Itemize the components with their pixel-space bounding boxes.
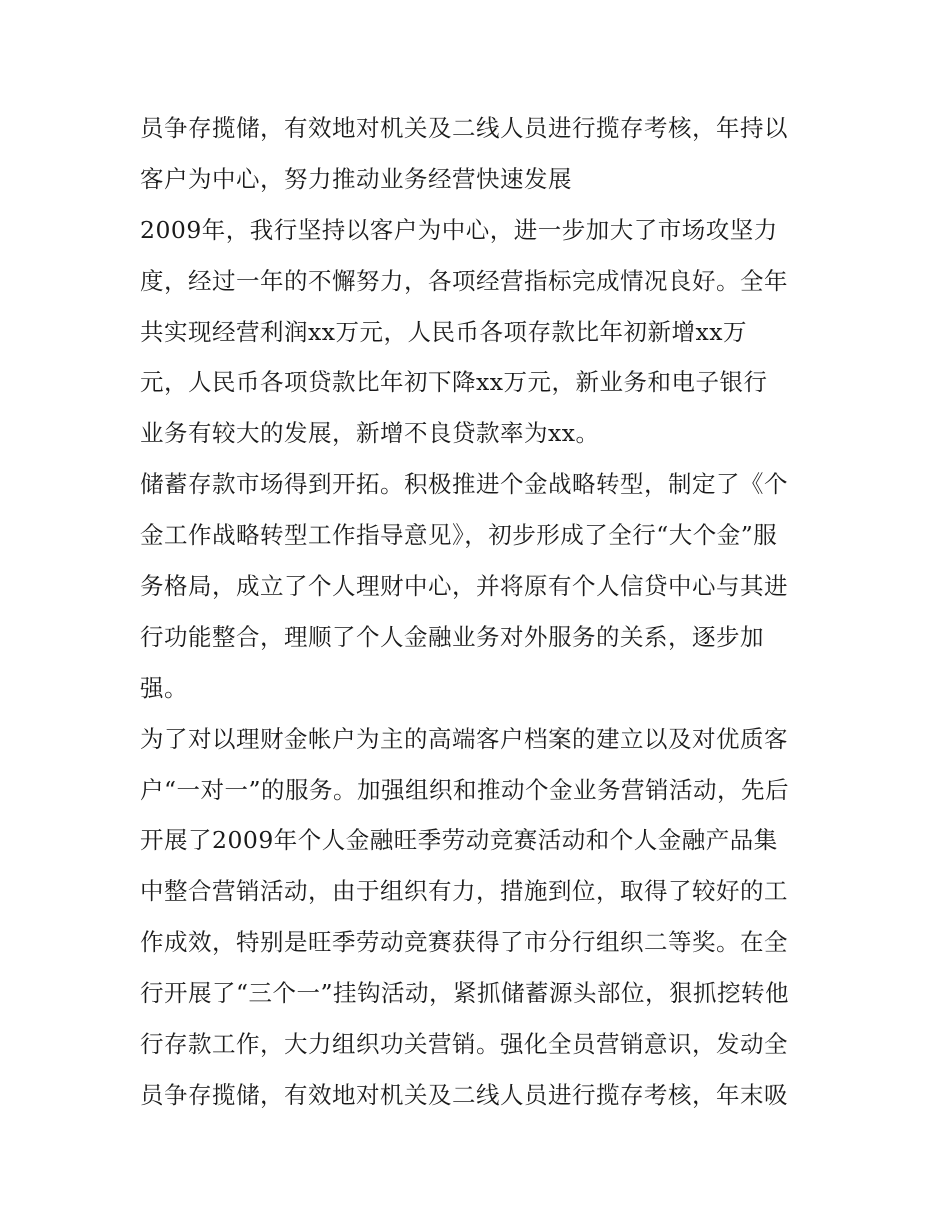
text-line: 客户为中心，努力推动业务经营快速发展	[140, 164, 572, 193]
text-line: 储蓄存款市场得到开拓。积极推进个金战略转型，制定了《个	[140, 470, 788, 499]
text-line: 元，人民币各项贷款比年初下降xx万元，新业务和电子银行	[140, 368, 768, 397]
text-line: 业务有较大的发展，新增不良贷款率为xx。	[140, 419, 600, 448]
text-line: 行开展了“三个一”挂钩活动，紧抓储蓄源头部位，狠抓挖转他	[140, 979, 790, 1008]
text-line: 度，经过一年的不懈努力，各项经营指标完成情况良好。全年	[140, 266, 788, 295]
text-line: 共实现经营利润xx万元，人民币各项存款比年初新增xx万	[140, 317, 748, 346]
text-line: 户“一对一”的服务。加强组织和推动个金业务营销活动，先后	[140, 775, 790, 804]
text-line: 开展了2009年个人金融旺季劳动竞赛活动和个人金融产品集	[140, 826, 778, 855]
text-line: 中整合营销活动，由于组织有力，措施到位，取得了较好的工	[140, 877, 788, 906]
text-line: 作成效，特别是旺季劳动竞赛获得了市分行组织二等奖。在全	[140, 928, 788, 957]
text-line: 强。	[140, 673, 188, 702]
text-line: 员争存揽储，有效地对机关及二线人员进行揽存考核，年末吸	[140, 1080, 788, 1109]
text-line: 为了对以理财金帐户为主的高端客户档案的建立以及对优质客	[140, 724, 788, 753]
text-line: 行存款工作，大力组织功关营销。强化全员营销意识，发动全	[140, 1030, 788, 1059]
text-line: 务格局，成立了个人理财中心，并将原有个人信贷中心与其进	[140, 572, 788, 601]
text-line: 行功能整合，理顺了个人金融业务对外服务的关系，逐步加	[140, 622, 764, 651]
text-line: 员争存揽储，有效地对机关及二线人员进行揽存考核，年持以	[140, 114, 788, 142]
text-line: 2009年，我行坚持以客户为中心，进一步加大了市场攻坚力	[140, 215, 778, 244]
document-body	[140, 103, 840, 1121]
text-line: 金工作战略转型工作指导意见》，初步形成了全行“大个金”服	[140, 521, 778, 550]
